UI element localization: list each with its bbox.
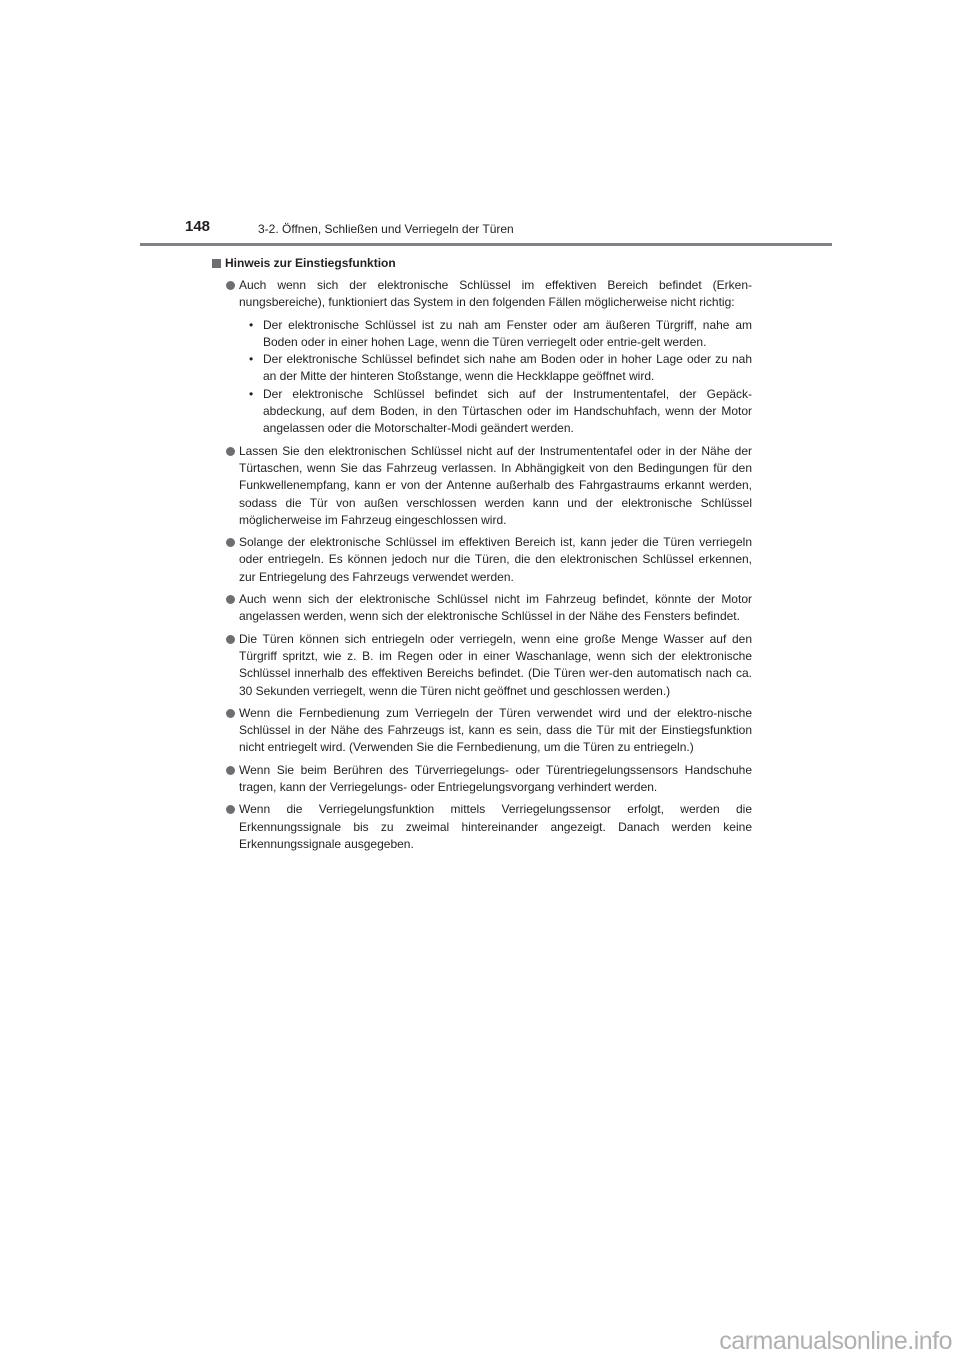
- list-item: [212, 443, 752, 529]
- page-content: [212, 254, 752, 858]
- list-item: [212, 631, 752, 700]
- watermark: carmanualsonline.info: [719, 1327, 952, 1355]
- list-item: [212, 762, 752, 797]
- list-item: [212, 534, 752, 586]
- sub-list-item: [249, 386, 752, 438]
- list-item-text: Die Türen können sich entriegeln oder verriegeln, wenn eine große Menge Wasser auf den Türgriff spritzt, wie z. B. im Regen oder in einer Waschanlage, wenn sich der elektronische Schlüssel innerhalb des effektiven Bereichs befindet. (Die Türen wer-den automatisch nach ca. 30 Sekunden verriegelt, wenn die Türen nicht geöffnet und geschlossen werden.): [239, 631, 752, 698]
- circle-bullet-icon: [226, 805, 235, 814]
- dot-bullet-icon: •: [249, 352, 254, 367]
- dot-bullet-icon: •: [249, 317, 254, 332]
- square-bullet-icon: [212, 259, 221, 268]
- list-item: [212, 277, 752, 438]
- circle-bullet-icon: [226, 709, 235, 718]
- list-item-text: Solange der elektronische Schlüssel im effektiven Bereich ist, kann jeder die Türen verriegeln oder entriegeln. Es können jedoch nur die Türen, die den elektronischen Schlüssel erkennen, zur Entriegelung des Fahrzeugs verwendet werden.: [239, 535, 752, 584]
- list-item-text: Wenn die Fernbedienung zum Verriegeln der Türen verwendet wird und der elektro-nische Schlüssel in der Nähe des Fahrzeugs ist, kann es sein, dass die Tür mit der Einstiegsfunktion nicht entriegelt wird. (Verwenden Sie die Fernbedienung, um die Türen zu entriegeln.): [239, 705, 752, 755]
- sub-list-item-text: Der elektronische Schlüssel befindet sich auf der Instrumententafel, der Gepäck-abdeckung, auf dem Boden, in den Türtaschen oder im Handschuhfach, wenn der Motor angelassen oder die Motorschalter-Modi geändert werden.: [263, 386, 752, 436]
- sub-list-item: [249, 317, 752, 352]
- circle-bullet-icon: [226, 766, 235, 775]
- list-item-text: Wenn die Verriegelungsfunktion mittels Verriegelungssensor erfolgt, werden die Erkennungssignale bis zu zweimal hintereinander angezeigt. Danach werden keine Erkennungssignale ausgegeben.: [239, 802, 752, 851]
- dot-bullet-icon: •: [249, 386, 254, 401]
- header-divider: [140, 243, 832, 246]
- circle-bullet-icon: [226, 635, 235, 644]
- sub-list-item: [249, 351, 752, 386]
- circle-bullet-icon: [226, 595, 235, 604]
- circle-bullet-icon: [226, 447, 235, 456]
- sub-list: [239, 317, 752, 438]
- section-heading-text: Hinweis zur Einstiegsfunktion: [225, 256, 396, 270]
- chapter-title: 3-2. Öffnen, Schließen und Verriegeln der Türen: [258, 222, 514, 236]
- list-item: [212, 801, 752, 853]
- circle-bullet-icon: [226, 281, 235, 290]
- list-item: [212, 591, 752, 626]
- page-number: 148: [185, 218, 211, 235]
- sub-list-item-text: Der elektronische Schlüssel befindet sich nahe am Boden oder in hoher Lage oder zu nah an der Mitte der hinteren Stoßstange, wenn die Heckklappe geöffnet wird.: [263, 352, 752, 384]
- list-item-text: Auch wenn sich der elektronische Schlüssel im effektiven Bereich befindet (Erken-nungsbereiche), funktioniert das System in den folgenden Fällen möglicherweise nicht richtig:: [239, 278, 752, 310]
- list-item-text: Wenn Sie beim Berühren des Türverriegelungs- oder Türentriegelungssensors Handschuhe tragen, kann der Verriegelungs- oder Entriegelungsvorgang verhindert werden.: [239, 762, 752, 795]
- list-item-text: Lassen Sie den elektronischen Schlüssel nicht auf der Instrumententafel oder in der Nähe der Türtaschen, wenn Sie das Fahrzeug verlassen. In Abhängigkeit von den Bedingungen für den Funkwellenempfang, kann er von der Antenne außerhalb des Fahrgastraums erkannt werden, sodass die Tür von außen verschlossen werden kann und der elektronische Schlüssel möglicherweise im Fahrzeug eingeschlossen wird.: [239, 443, 752, 527]
- list-item-text: Auch wenn sich der elektronische Schlüssel nicht im Fahrzeug befindet, könnte der Motor angelassen werden, wenn sich der elektronische Schlüssel in der Nähe des Fensters befindet.: [239, 592, 752, 624]
- section-heading: [212, 254, 752, 272]
- circle-bullet-icon: [226, 538, 235, 547]
- sub-list-item-text: Der elektronische Schlüssel ist zu nah am Fenster oder am äußeren Türgriff, nahe am Boden oder in einer hohen Lage, wenn die Türen verriegelt oder entrie-gelt werden.: [263, 317, 752, 349]
- list-item: [212, 705, 752, 757]
